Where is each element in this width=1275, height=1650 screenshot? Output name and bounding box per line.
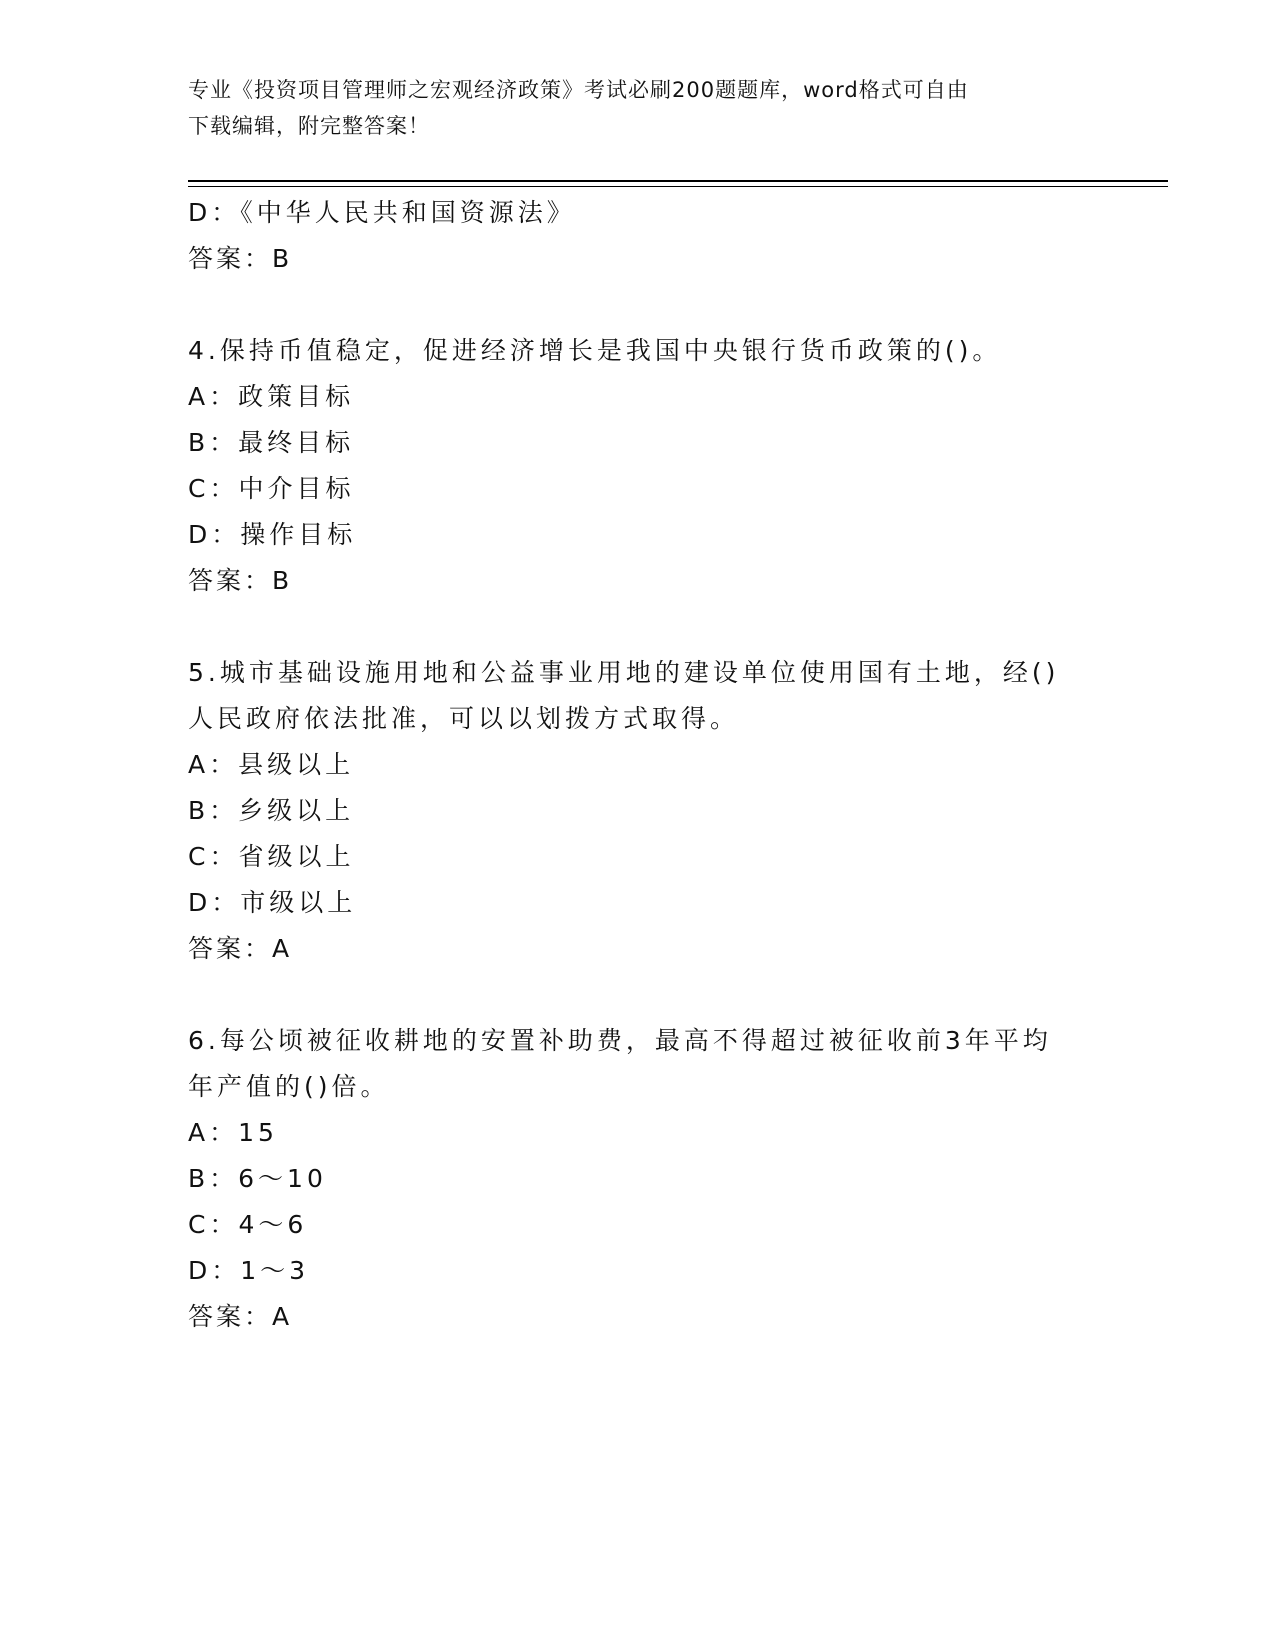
option-c: C：4～6 <box>188 1210 308 1239</box>
answer: 答案：B <box>188 244 293 273</box>
option-b: B：6～10 <box>188 1164 327 1193</box>
question-stem: 5.城市基础设施用地和公益事业用地的建设单位使用国有土地，经() <box>188 658 1060 687</box>
option-d: D：1～3 <box>188 1256 310 1285</box>
option-d: D：操作目标 <box>188 520 357 549</box>
answer: 答案：A <box>188 1302 293 1331</box>
question-4 <box>188 328 1088 604</box>
option-b: B：乡级以上 <box>188 796 355 825</box>
header-line-1: 专业《投资项目管理师之宏观经济政策》考试必刷200题题库，word格式可自由 <box>188 78 969 102</box>
option-d: D：市级以上 <box>188 888 357 917</box>
answer: 答案：A <box>188 934 293 963</box>
option-a: A：15 <box>188 1118 278 1147</box>
option-d: D：《中华人民共和国资源法》 <box>188 198 576 227</box>
spacer <box>188 604 1088 650</box>
answer: 答案：B <box>188 566 293 595</box>
spacer <box>188 282 1088 328</box>
document-header <box>188 72 1068 144</box>
option-c: C：中介目标 <box>188 474 355 503</box>
header-divider-thin <box>188 186 1168 187</box>
document-body <box>188 190 1088 1340</box>
question-stem-continued: 年产值的()倍。 <box>188 1072 390 1101</box>
header-line-2: 下载编辑，附完整答案！ <box>188 114 430 138</box>
question-stem: 6.每公顷被征收耕地的安置补助费，最高不得超过被征收前3年平均 <box>188 1026 1052 1055</box>
header-divider-thick <box>188 180 1168 182</box>
spacer <box>188 972 1088 1018</box>
question-5 <box>188 650 1088 972</box>
question-stem-continued: 人民政府依法批准，可以以划拨方式取得。 <box>188 704 740 733</box>
option-a: A：县级以上 <box>188 750 355 779</box>
question-6 <box>188 1018 1088 1340</box>
option-a: A：政策目标 <box>188 382 355 411</box>
question-stem: 4.保持币值稳定，促进经济增长是我国中央银行货币政策的()。 <box>188 336 1002 365</box>
question-3-tail <box>188 190 1088 282</box>
option-c: C：省级以上 <box>188 842 355 871</box>
option-b: B：最终目标 <box>188 428 355 457</box>
